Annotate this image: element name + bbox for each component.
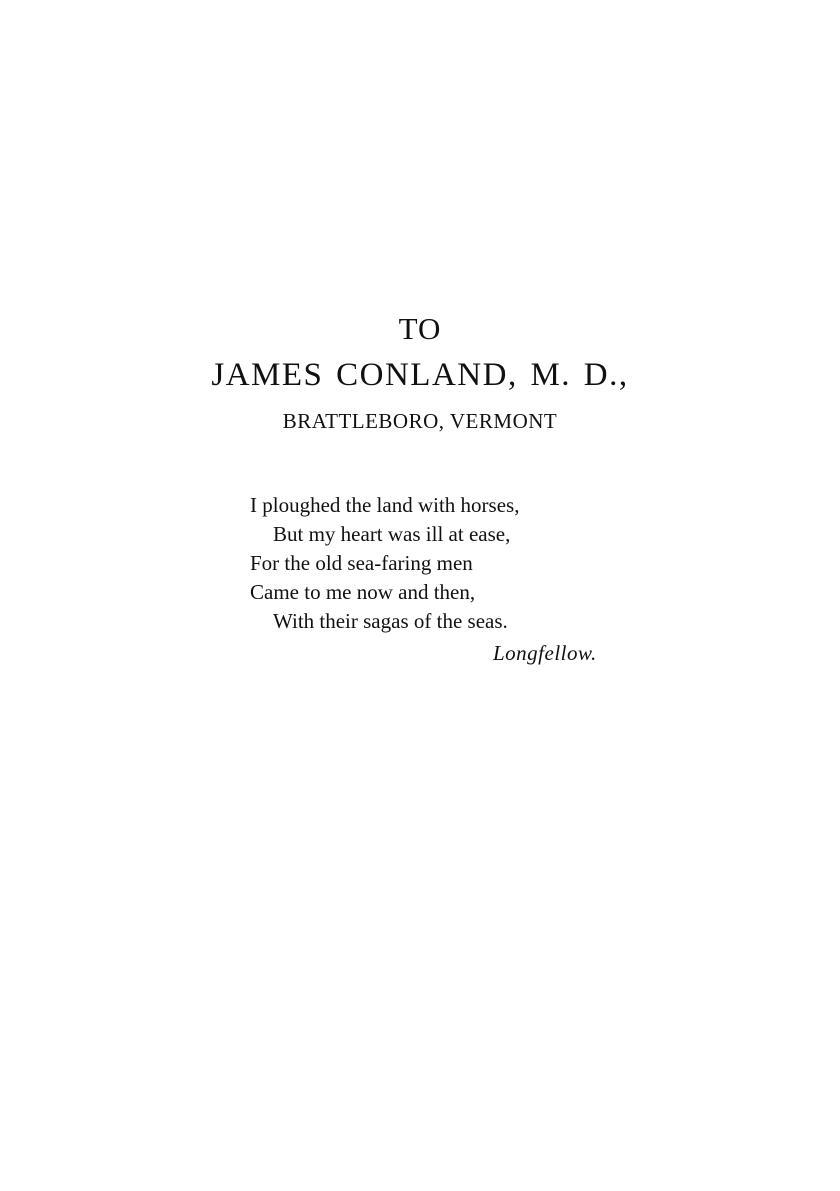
poem-line: Came to me now and then, [250, 580, 476, 604]
poem-attribution: Longfellow. [493, 641, 597, 665]
poem-line: For the old sea-faring men [250, 551, 473, 575]
dedication-to: TO [398, 311, 442, 346]
poem-line: I ploughed the land with horses, [250, 493, 520, 517]
poem-line: But my heart was ill at ease, [273, 522, 511, 546]
poem-line: With their sagas of the seas. [273, 609, 508, 633]
epigraph-poem [0, 494, 840, 694]
dedicatee-location: BRATTLEBORO, VERMONT [282, 409, 558, 433]
dedicatee-name: JAMES CONLAND, M. D., [211, 357, 629, 393]
